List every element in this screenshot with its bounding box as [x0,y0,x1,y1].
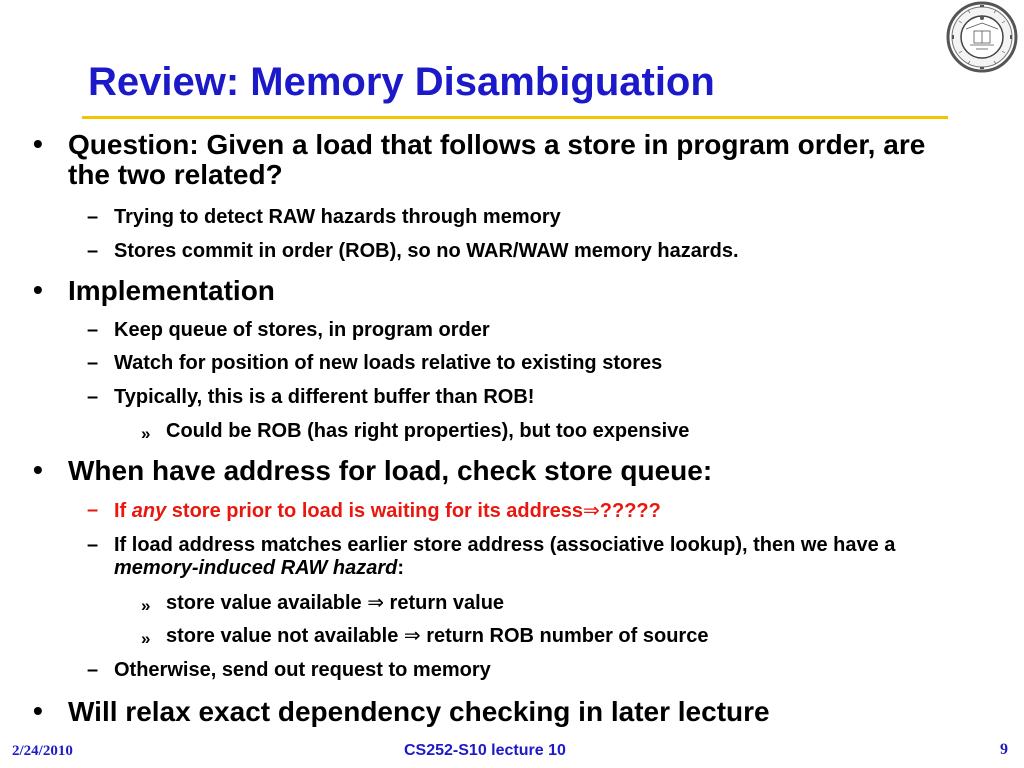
implies-arrow-icon: ⇒ [403,623,421,647]
sub-bullet-waiting-address [114,499,974,523]
text-run: store prior to load is waiting for its address [166,500,583,522]
text-run: store value available [166,592,368,614]
text-run: If [114,500,132,522]
bullet-implementation: Implementation [68,275,275,306]
slide-title: Review: Memory Disambiguation [88,60,715,104]
dash-marker: – [87,386,99,408]
footer-course: CS252-S10 lecture 10 [404,742,566,759]
implies-arrow-icon: ⇒ [367,590,384,614]
sub-sub-bullet-could-be-rob: Could be ROB (has right properties), but too expensive [166,420,690,442]
sub-bullet-keep-queue: Keep queue of stores, in program order [114,319,490,341]
dash-marker: – [87,319,99,341]
sub-bullet-different-buffer: Typically, this is a different buffer than ROB! [114,386,535,408]
sub-sub-bullet-value-not-available [166,625,986,648]
chevron-marker: » [141,596,151,615]
bullet-check-store-queue: When have address for load, check store queue: [68,455,713,486]
dash-marker: – [87,534,99,556]
sub-bullet-watch-position: Watch for position of new loads relative to existing stores [114,352,663,374]
text-run: : [397,557,405,579]
footer-page-number: 9 [1000,741,1008,758]
bullet-will-relax: Will relax exact dependency checking in later lecture [68,696,770,727]
bullet-marker: • [33,274,43,305]
bullet-question: Question: Given a load that follows a store in program order, are the two related? [68,129,926,191]
sub-bullet-otherwise: Otherwise, send out request to memory [114,659,491,681]
university-seal-icon [946,1,1018,73]
sub-bullet-stores-commit: Stores commit in order (ROB), so no WAR/WAW memory hazards. [114,240,739,262]
text-run: return ROB number of source [420,625,709,647]
dash-marker: – [87,499,99,521]
bullet-marker: • [33,695,43,726]
dash-marker: – [87,206,99,228]
title-underline [82,116,948,119]
chevron-marker: » [141,424,151,443]
dash-marker: – [87,352,99,374]
text-run: If load address matches earlier store address (associative lookup), then we have a [114,534,896,556]
text-run: return value [384,592,505,614]
text-run: store value not available [166,625,404,647]
emphasis-memory-induced-raw-hazard: memory-induced RAW hazard [114,557,398,579]
sub-bullet-address-matches [114,534,974,580]
dash-marker: – [87,240,99,262]
sub-bullet-raw-hazards: Trying to detect RAW hazards through memory [114,206,561,228]
bullet-marker: • [33,128,43,159]
bullet-marker: • [33,454,43,485]
footer-date: 2/24/2010 [12,743,73,759]
dash-marker: – [87,659,99,681]
chevron-marker: » [141,629,151,648]
emphasis-any: any [131,500,167,522]
sub-sub-bullet-value-available [166,592,986,615]
text-run: ????? [599,500,661,522]
implies-arrow-icon: ⇒ [583,498,600,522]
